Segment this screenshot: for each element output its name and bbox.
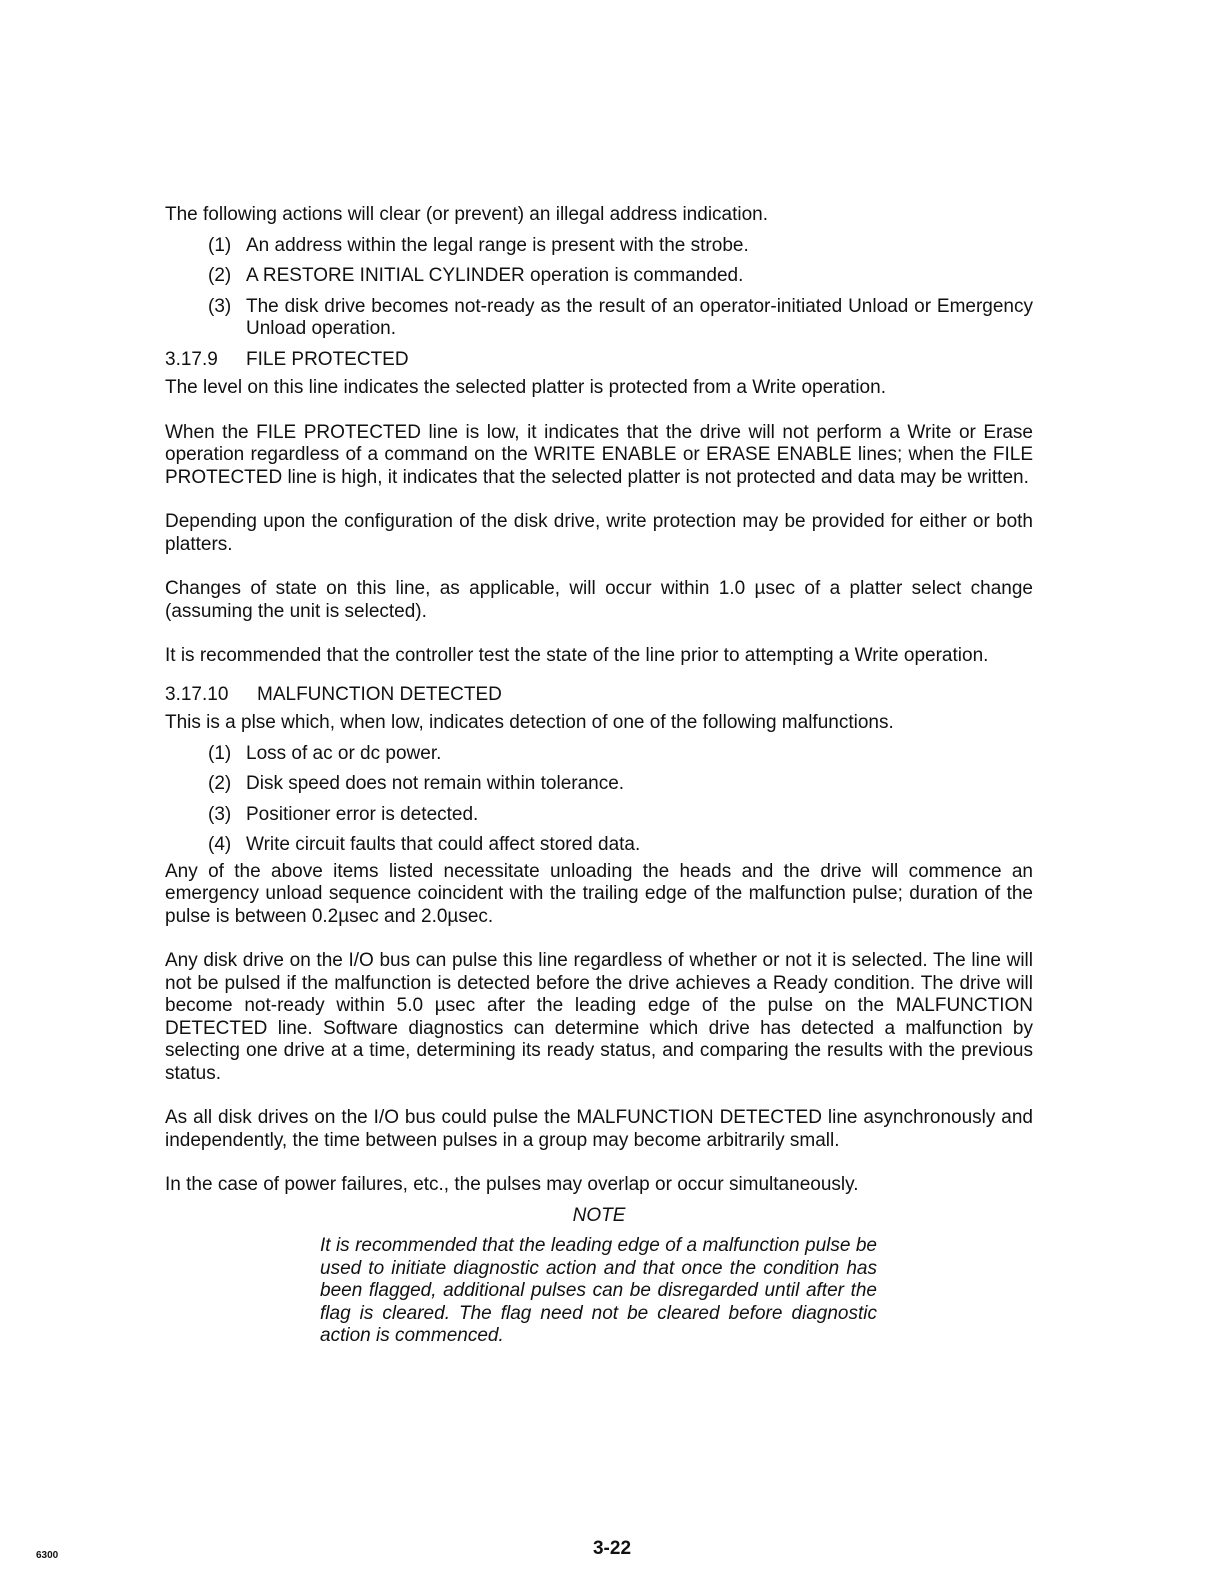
document-page xyxy=(165,204,1033,1348)
intro-text: The following actions will clear (or prevent) an illegal address indication. xyxy=(165,204,769,225)
document-code: 6300 xyxy=(36,1550,59,1561)
note-title xyxy=(165,1205,1033,1228)
malfunctions-list xyxy=(165,743,1033,857)
list-item xyxy=(165,834,1033,857)
list-item-number: (3) xyxy=(208,803,232,825)
list-item-text: The disk drive becomes not-ready as the result of an operator-initiated Unload or Emergency Unload operation. xyxy=(246,295,1033,339)
list-item-number: (2) xyxy=(208,265,232,286)
section-lead: This is a plse which, when low, indicates detection of one of the following malfunctions. xyxy=(165,712,894,733)
list-item xyxy=(165,235,1033,258)
list-item-number: (1) xyxy=(208,234,232,256)
list-item-text: Write circuit faults that could affect stored data. xyxy=(246,834,641,855)
paragraph: Any of the above items listed necessitate unloading the heads and the drive will commence an emergency unload sequence coincident with the trailing edge of the malfunction pulse; duration of the pulse is between 0.2µsec and 2.0µsec. xyxy=(165,860,1033,927)
paragraph: When the FILE PROTECTED line is low, it indicates that the drive will not perform a Write or Erase operation regardless of a command on the WRITE ENABLE or ERASE ENABLE lines; when the FILE PROTECTED line is high, it indicates that the selected platter is not protected and data may be written. xyxy=(165,421,1033,488)
list-item-text: A RESTORE INITIAL CYLINDER operation is commanded. xyxy=(246,265,744,286)
page-number: 3-22 xyxy=(592,1538,632,1559)
list-item-text: Positioner error is detected. xyxy=(246,803,479,825)
list-item xyxy=(165,773,1033,796)
list-item-text: Loss of ac or dc power. xyxy=(246,742,442,764)
paragraph: Depending upon the configuration of the disk drive, write protection may be provided for either or both platters. xyxy=(165,511,1033,555)
note-body: It is recommended that the leading edge of a malfunction pulse be used to initiate diagnostic action and that once the condition has been flagged, additional pulses can be disregarded until after the flag is cleared. The flag need not be cleared before diagnostic action is commenced. xyxy=(320,1235,877,1346)
paragraph: The level on this line indicates the selected platter is protected from a Write operation. xyxy=(165,377,886,398)
list-item-number: (4) xyxy=(208,834,232,855)
list-item-text: An address within the legal range is present with the strobe. xyxy=(246,234,749,256)
clear-actions-list xyxy=(165,235,1033,341)
paragraph: Any disk drive on the I/O bus can pulse this line regardless of whether or not it is selected. The line will not be pulsed if the malfunction is detected before the drive achieves a Ready condition. The drive will become not-ready within 5.0 µsec after the leading edge of the pulse on the MALFUNCTION DETECTED line. Software diagnostics can determine which drive has detected a malfunction by selecting one drive at a time, determining its ready status, and comparing the results with the previous status. xyxy=(165,950,1033,1084)
section-number: 3.17.9 xyxy=(165,348,218,370)
paragraph: Changes of state on this line, as applicable, will occur within 1.0 µsec of a platter select change (assuming the unit is selected). xyxy=(165,578,1033,622)
paragraph: As all disk drives on the I/O bus could pulse the MALFUNCTION DETECTED line asynchronously and independently, the time between pulses in a group may become arbitrarily small. xyxy=(165,1107,1033,1151)
section-title: MALFUNCTION DETECTED xyxy=(257,683,502,705)
list-item-number: (2) xyxy=(208,773,232,794)
list-item-text: Disk speed does not remain within tolerance. xyxy=(246,773,625,794)
list-item-number: (1) xyxy=(208,742,232,764)
list-item xyxy=(165,296,1033,341)
note-title-text: NOTE xyxy=(572,1204,626,1226)
section-number: 3.17.10 xyxy=(165,683,229,705)
section-heading-31710 xyxy=(165,684,1033,707)
paragraph: In the case of power failures, etc., the pulses may overlap or occur simultaneously. xyxy=(165,1174,859,1195)
paragraph: It is recommended that the controller test the state of the line prior to attempting a Write operation. xyxy=(165,645,989,666)
list-item xyxy=(165,743,1033,766)
section-title: FILE PROTECTED xyxy=(246,348,409,370)
section-heading-3179 xyxy=(165,349,1033,372)
list-item-number: (3) xyxy=(208,295,232,317)
list-item xyxy=(165,265,1033,288)
list-item xyxy=(165,804,1033,827)
